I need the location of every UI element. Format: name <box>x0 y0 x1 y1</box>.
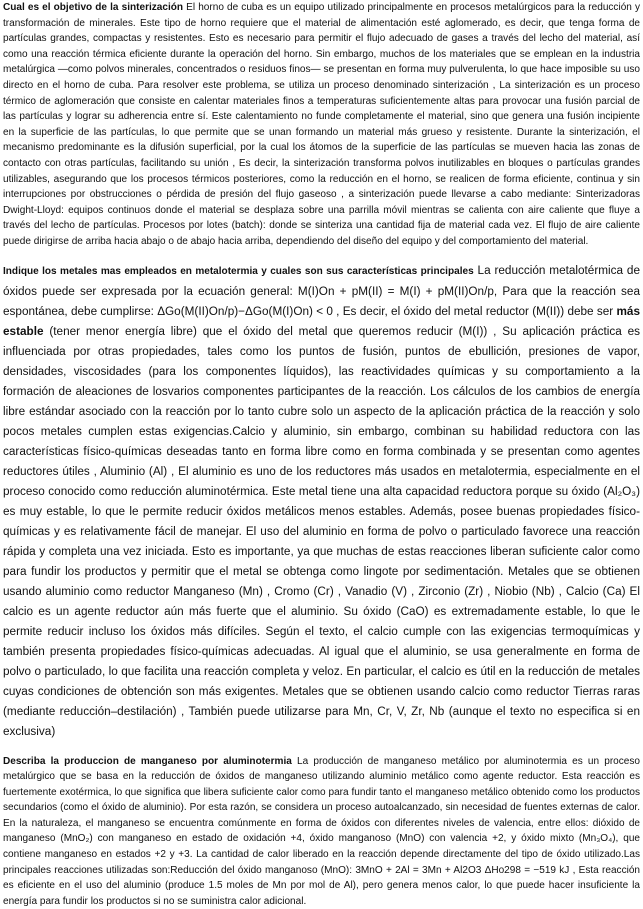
section-body-metalotermia-part1: La reducción metalotérmica de óxidos puede ser expresada por la ecuación general: M(I)On + pM(II) = M(I) + pM(II)On/p, Para que la reacción sea espontánea, debe cumplirse: ΔGo(M(II)On/p)−ΔGo(M(I)On) < 0 , Es decir, el óxido del metal reductor (M(II)) debe ser <box>3 264 640 318</box>
section-heading-manganeso: Describa la produccion de manganeso por aluminotermia <box>3 756 292 767</box>
section-heading-sinterizacion: Cual es el objetivo de la sinterización <box>3 2 183 13</box>
section-heading-metalotermia: Indique los metales mas empleados en metalotermia y cuales son sus características principales <box>3 266 474 277</box>
spacer <box>3 250 640 261</box>
section-metalotermia <box>3 261 640 742</box>
spacer <box>3 742 640 754</box>
section-manganeso <box>3 754 640 909</box>
section-body-metalotermia-part2: (tener menor energía libre) que el óxido del metal que queremos reducir (M(I)) , Su aplicación práctica es influenciada por otras propiedades, tales como los puntos de fusión, puntos de ebullición, presiones de vapor, densidades, viscosidades (para los componentes líquidos), las reactividades químicas y su comportamiento a la formación de aleaciones de losvarios componentes participantes de la reacción. Los cálculos de los cambios de energía libre estándar asociado con la reacción por lo tanto cubre solo un aspecto de la aplicación práctica de la reacción y solo pocos metales cumplen estas exigencias.Calcio y aluminio, sin embargo, combinan su habilidad reductora con las características físico-químicas deseadas tanto en forma libre como en forma combinada y se presentan como agentes reductores útiles , Aluminio (Al) , El aluminio es uno de los reductores más usados en metalotermia, especialmente en el proceso conocido como reducción aluminotérmica. Este metal tiene una alta capacidad reductora porque su óxido (Al₂O₃) es muy estable, lo que le permite reducir óxidos metálicos menos estables. Además, posee buenas propiedades físico-químicas y es relativamente fácil de manejar. El uso del aluminio en forma de polvo o particulado favorece una reacción rápida y completa una vez iniciada. Esto es importante, ya que muchas de estas reacciones liberan suficiente calor como para fundir los productos y permitir que el metal se obtenga como lingote por sedimentación. Metales que se obtienen usando aluminio como reductor Manganeso (Mn) , Cromo (Cr) , Vanadio (V) , Zirconio (Zr) , Niobio (Nb) , Calcio (Ca) El calcio es un agente reductor aún más fuerte que el aluminio. Su óxido (CaO) es extremadamente estable, lo que le permite reducir incluso los óxidos más difíciles. Según el texto, el calcio cumple con las exigencias termoquímicas y también presenta propiedades físico-químicas adecuadas. Al igual que el aluminio, se usa generalmente en forma de polvo o particulado, lo que facilita una reacción completa y veloz. En particular, el calcio es útil en la reducción de metales cuyas condiciones de obtención son más exigentes. Metales que se obtienen usando calcio como reductor Tierras raras (mediante reducción–destilación) , También puede utilizarse para Mn, Cr, V, Zr, Nb (aunque el texto no especifica si en exclusiva) <box>3 325 640 738</box>
section-sinterizacion <box>3 0 640 250</box>
bold-phrase-mas-estable: más estable <box>3 305 640 338</box>
section-body-sinterizacion: El horno de cuba es un equipo utilizado principalmente en procesos metalúrgicos para la reducción y transformación de minerales. Este tipo de horno requiere que el material de alimentación esté aglomerado, es decir, que tenga forma de partículas grandes, compactas y resistentes. Esto es necesario para permitir el flujo adecuado de gases a través del lecho del material, así como una reacción térmica eficiente durante la operación del horno. Sin embargo, muchos de los materiales que se emplean en la industria metalúrgica —como polvos minerales, concentrados o residuos finos— se presentan en forma muy pulverulenta, lo que hace imposible su uso directo en el horno de cuba. Para resolver este problema, se utiliza un proceso denominado sinterización , La sinterización es un proceso térmico de aglomeración que consiste en calentar materiales finos a temperaturas suficientemente altas para provocar una fusión parcial de las partículas y lograr su adherencia entre sí. Este calentamiento no funde completamente el material, sino que genera una fusión incipiente en la superficie de las partículas, lo que permite que se unan formando un material más grueso y resistente. Durante la sinterización, el mecanismo predominante es la difusión superficial, por la cual los átomos de la superficie de las partículas se mueven hacia las zonas de contacto con otras partículas, facilitando su unión , Es decir, la sinterización transforma polvos inutilizables en bloques o partículas grandes utilizables, asegurando que los procesos térmicos posteriores, como la reducción en el horno, se realicen de forma eficiente, continua y sin interrupciones por obstrucciones o pérdida de presión del flujo gaseoso , a sinterización puede llevarse a cabo mediante: Sinterizadoras Dwight-Lloyd: equipos continuos donde el material se desplaza sobre una parrilla móvil mientras se calienta con aire caliente que fluye a través del lecho de partículas. Procesos por lotes (batch): donde se sinteriza una cantidad fija de material cada vez. El flujo de aire caliente puede dirigirse de arriba hacia abajo o de abajo hacia arriba, dependiendo del diseño del equipo y del comportamiento del material. <box>3 2 640 247</box>
section-body-manganeso: La producción de manganeso metálico por aluminotermia es un proceso metalúrgico que se basa en la reducción de óxidos de manganeso utilizando aluminio metálico como agente reductor. Esta reacción es fuertemente exotérmica, lo que significa que libera suficiente calor como para fundir tanto el manganeso metálico obtenido como los productos secundarios (como el óxido de aluminio). Por esta razón, se considera un proceso autoalcanzado, sin necesidad de fuentes externas de calor. En la naturaleza, el manganeso se encuentra comúnmente en forma de óxidos con diferentes niveles de valencia, entre ellos: dióxido de manganeso (MnO₂) con manganeso en estado de oxidación +4, óxido manganoso (MnO) con valencia +2, y óxido mixto (Mn₃O₄), que contiene manganeso en estados +2 y +3. La cantidad de calor liberado en la reacción depende directamente del tipo de óxido utilizado.Las principales reacciones utilizadas son:Reducción del óxido manganoso (MnO): 3MnO + 2Al = 3Mn + Al2O3 ΔHo298 = −519 kJ , Esta reacción es eficiente en el uso del aluminio (produce 1.5 moles de Mn por mol de Al), pero genera menos calor, lo que puede hacer insuficiente la energía para fundir los productos si no se suministra calor adicional. <box>3 756 640 907</box>
